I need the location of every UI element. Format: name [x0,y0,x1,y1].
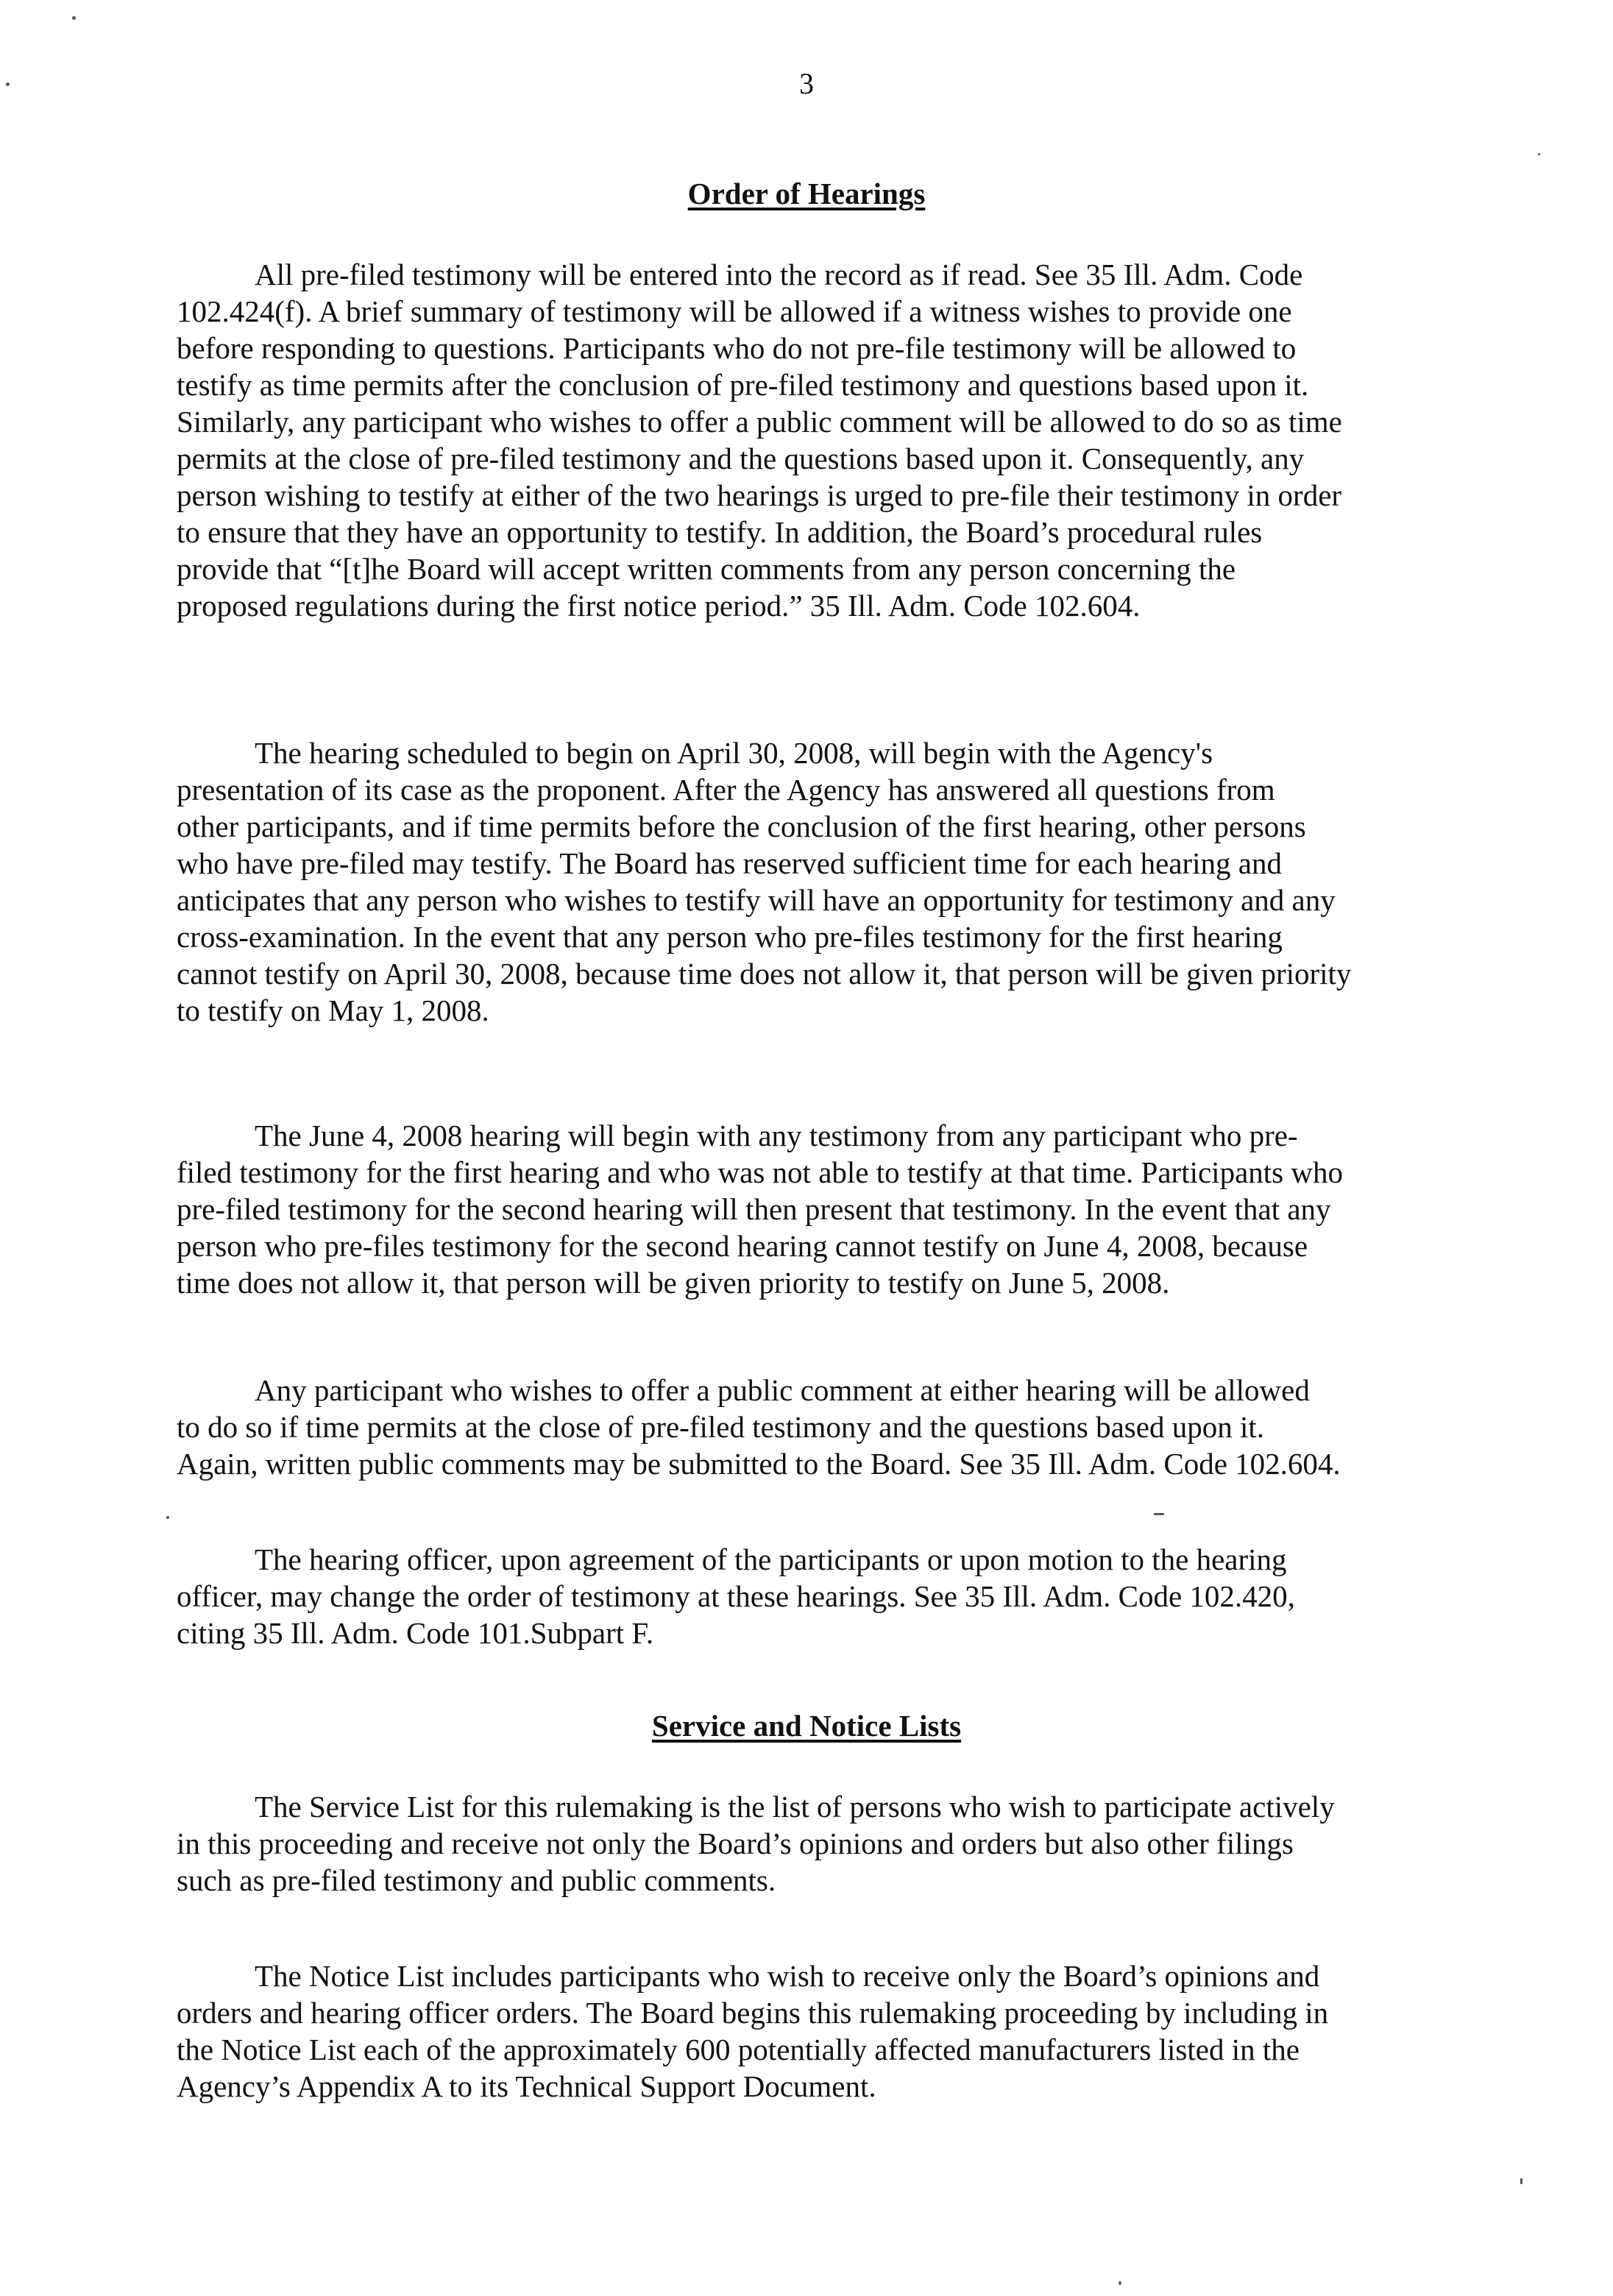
text-line: such as pre-filed testimony and public comments. [177,1863,776,1897]
paragraph-june-hearing [177,1117,1613,1301]
text-line: other participants, and if time permits before the conclusion of the first hearing, other persons [177,809,1306,843]
text-line: Again, written public comments may be submitted to the Board. See 35 Ill. Adm. Code 102.604. [177,1447,1341,1481]
scan-speck [72,16,76,20]
scan-speck [6,82,10,86]
text-line: The hearing officer, upon agreement of the participants or upon motion to the hearing [255,1542,1287,1576]
scan-speck [1119,2281,1121,2285]
text-line: officer, may change the order of testimony at these hearings. See 35 Ill. Adm. Code 102.420, [177,1579,1295,1613]
text-line: Any participant who wishes to offer a public comment at either hearing will be allowed [255,1373,1310,1407]
text-line: The June 4, 2008 hearing will begin with any testimony from any participant who pre- [255,1119,1298,1152]
text-line: who have pre-filed may testify. The Board has reserved sufficient time for each hearing and [177,846,1283,880]
text-line: The hearing scheduled to begin on April 30, 2008, will begin with the Agency's [255,736,1213,770]
scan-speck [1520,2178,1522,2184]
text-line: 102.424(f). A brief summary of testimony will be allowed if a witness wishes to provide one [177,294,1292,328]
text-line: cross-examination. In the event that any person who pre-files testimony for the first hearing [177,920,1283,954]
paragraph-prefiled-testimony [177,256,1613,624]
text-line: to testify on May 1, 2008. [177,993,489,1027]
text-line: The Service List for this rulemaking is the list of persons who wish to participate actively [255,1790,1335,1824]
text-line: cannot testify on April 30, 2008, because time does not allow it, that person will be given priority [177,957,1352,991]
paragraph-public-comment [177,1372,1613,1482]
page-number: 3 [799,67,814,100]
paragraph-service-list [177,1788,1613,1899]
text-line: proposed regulations during the first notice period.” 35 Ill. Adm. Code 102.604. [177,589,1141,623]
text-line: The Notice List includes participants who wish to receive only the Board’s opinions and [255,1959,1320,1993]
text-line: before responding to questions. Participants who do not pre-file testimony will be allowed to [177,331,1297,365]
text-line: time does not allow it, that person will be given priority to testify on June 5, 2008. [177,1266,1170,1300]
scan-speck [1538,153,1540,155]
text-line: All pre-filed testimony will be entered into the record as if read. See 35 Ill. Adm. Code [255,258,1303,291]
paragraph-hearing-officer [177,1541,1613,1651]
heading-order-of-hearings: Order of Hearings [687,177,926,210]
scan-speck [1154,1513,1164,1515]
paragraph-april-hearing [177,734,1613,1029]
text-line: Agency’s Appendix A to its Technical Support Document. [177,2069,876,2103]
text-line: orders and hearing officer orders. The Board begins this rulemaking proceeding by including in [177,1996,1329,2030]
text-line: pre-filed testimony for the second hearing will then present that testimony. In the event that any [177,1192,1331,1226]
text-line: presentation of its case as the proponent. After the Agency has answered all questions from [177,773,1275,807]
text-line: testify as time permits after the conclusion of pre-filed testimony and questions based upon it. [177,368,1309,402]
text-line: provide that “[t]he Board will accept written comments from any person concerning the [177,552,1236,586]
text-line: Similarly, any participant who wishes to offer a public comment will be allowed to do so as time [177,405,1342,439]
text-line: the Notice List each of the approximately 600 potentially affected manufacturers listed in the [177,2033,1300,2066]
text-line: person wishing to testify at either of the two hearings is urged to pre-file their testimony in order [177,478,1342,512]
text-line: to do so if time permits at the close of pre-filed testimony and the questions based upon it. [177,1410,1264,1444]
text-line: in this proceeding and receive not only the Board’s opinions and orders but also other filings [177,1826,1294,1860]
text-line: filed testimony for the first hearing and who was not able to testify at that time. Participants who [177,1155,1343,1189]
text-line: to ensure that they have an opportunity to testify. In addition, the Board’s procedural rules [177,515,1263,549]
scan-speck [166,1516,169,1519]
heading-service-and-notice-lists: Service and Notice Lists [651,1709,962,1743]
text-line: person who pre-files testimony for the second hearing cannot testify on June 4, 2008, because [177,1229,1308,1263]
text-line: permits at the close of pre-filed testimony and the questions based upon it. Consequently, any [177,442,1305,475]
paragraph-notice-list [177,1957,1613,2105]
text-line: anticipates that any person who wishes to testify will have an opportunity for testimony and any [177,883,1336,917]
text-line: citing 35 Ill. Adm. Code 101.Subpart F. [177,1616,654,1650]
